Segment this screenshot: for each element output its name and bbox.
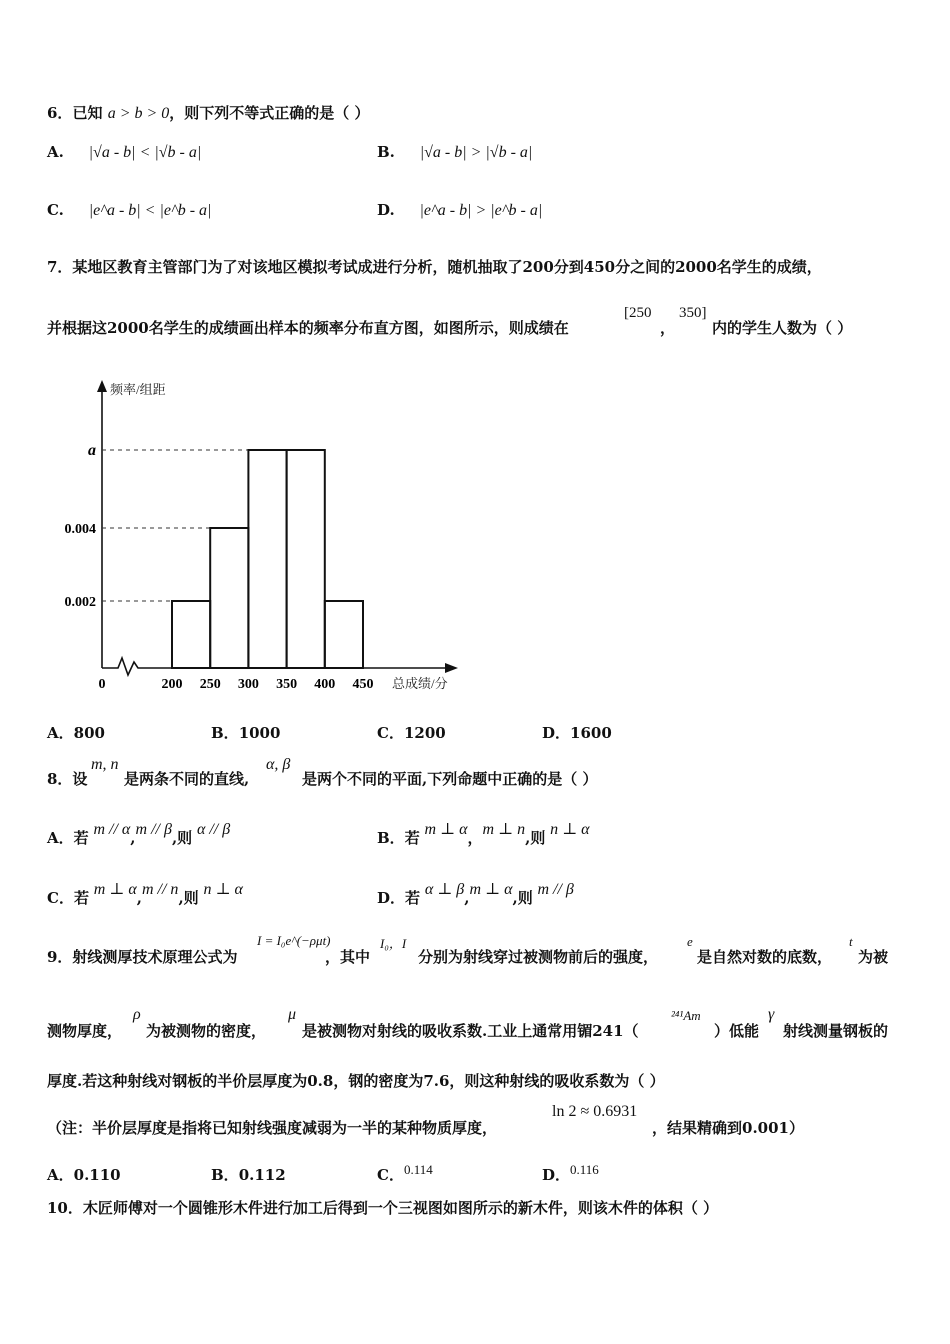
q6-option-d[interactable]: D. |e^a - b| > |e^b - a| (377, 201, 543, 219)
q7-interval-right: 350] (679, 305, 707, 321)
q9-stem-2: ，其中 (325, 948, 371, 966)
q9-option-a[interactable]: A．0.110 (47, 1166, 121, 1184)
x-tick-label-300: 300 (237, 677, 259, 692)
q7-interval-comma: ， (660, 319, 676, 337)
q9-stem-10: 射线测量钢板的 (783, 1022, 889, 1040)
y-axis-label: 频率/组距 (110, 382, 166, 397)
q9-stem-1: 9．射线测厚技术原理公式为 (47, 948, 238, 966)
histogram-bar-2 (248, 450, 286, 668)
x-axis-arrow (445, 663, 458, 673)
x-axis-label: 总成绩/分 (392, 676, 448, 691)
q8-option-c[interactable]: C．若 m ⊥ α,m // n,则 n ⊥ α (47, 881, 243, 907)
q9-option-b[interactable]: B．0.112 (211, 1166, 286, 1184)
q6-option-a-expr: |√a - b| < |√b - a| (88, 144, 202, 161)
q9-rho: ρ (133, 1006, 141, 1023)
q8-mn: m, n (91, 756, 119, 773)
q10-stem: 10．木匠师傅对一个圆锥形木件进行加工后得到一个三视图如图所示的新木件，则该木件的体积（ ） (47, 1199, 719, 1217)
y-tick-label-2: a (88, 442, 96, 459)
q9-t: t (849, 934, 853, 949)
y-tick-label-1: 0.004 (64, 522, 96, 537)
q9-stem-4: 是自然对数的底数， (697, 948, 833, 966)
q9-stem-3: 分别为射线穿过被测物前后的强度， (418, 948, 659, 966)
q9-option-c[interactable]: C．0.114 (377, 1162, 433, 1184)
q8-option-d[interactable]: D．若 α ⊥ β,m ⊥ α,则 m // β (377, 881, 574, 907)
histogram-bar-3 (287, 450, 325, 668)
q8-alpha-beta: α, β (266, 756, 291, 773)
q6-option-a[interactable]: A. |√a - b| < |√b - a| (47, 143, 202, 161)
q7-stem-line2b: 内的学生人数为（ ） (712, 319, 853, 337)
q6-option-b[interactable]: B. |√a - b| > |√b - a| (377, 143, 533, 161)
q7-option-c[interactable]: C．1200 (377, 724, 446, 742)
q9-option-d[interactable]: D．0.116 (542, 1162, 599, 1184)
q9-americium: ²⁴¹Am (671, 1008, 701, 1023)
q9-note-b: ，结果精确到0.001） (652, 1119, 804, 1137)
q9-ln2: ln 2 ≈ 0.6931 (552, 1103, 638, 1120)
q8-stem-b: 是两条不同的直线, (124, 770, 250, 788)
q9-formula: I = I₀e^(−ρμt) (257, 933, 331, 948)
q7-option-b[interactable]: B．1000 (211, 724, 281, 742)
q8-option-b[interactable]: B．若 m ⊥ α，m ⊥ n,则 n ⊥ α (377, 821, 590, 847)
q7-histogram (40, 375, 480, 705)
x-tick-origin: 0 (98, 677, 106, 692)
q9-e: e (687, 934, 693, 949)
q6-option-c-expr: |e^a - b| < |e^b - a| (88, 202, 212, 219)
q7-stem-line1: 7．某地区教育主管部门为了对该地区模拟考试成进行分析，随机抽取了200分到450分之间的2000名学生的成绩， (47, 258, 822, 276)
q6-stem: 6．已知 a > b > 0，则下列不等式正确的是（ ） (47, 104, 370, 122)
q9-note-a: （注：半价层厚度是指将已知射线强度减弱为一半的某种物质厚度， (47, 1119, 498, 1137)
histogram-bar-4 (325, 601, 363, 668)
q9-stem-8: 是被测物对射线的吸收系数.工业上通常用镅241（ (302, 1022, 639, 1040)
q6-option-c[interactable]: C. |e^a - b| < |e^b - a| (47, 201, 212, 219)
q9-gamma: γ (768, 1006, 775, 1023)
histogram-bar-1 (210, 528, 248, 668)
x-tick-label-450: 450 (352, 677, 374, 692)
q6-option-d-expr: |e^a - b| > |e^b - a| (419, 202, 543, 219)
q9-vars: I₀，I (380, 936, 407, 951)
x-axis (102, 658, 450, 675)
q9-stem-11: 厚度.若这种射线对钢板的半价层厚度为0.8，钢的密度为7.6，则这种射线的吸收系数为（ ） (47, 1072, 665, 1090)
q6-option-b-expr: |√a - b| > |√b - a| (419, 144, 533, 161)
x-tick-label-400: 400 (314, 677, 336, 692)
q9-mu: μ (288, 1006, 297, 1023)
q7-option-d[interactable]: D．1600 (542, 724, 612, 742)
q6-condition: a > b > 0 (107, 105, 170, 122)
y-axis-arrow (97, 380, 107, 392)
q7-stem-line2a: 并根据这2000名学生的成绩画出样本的频率分布直方图，如图所示，则成绩在 (47, 319, 569, 337)
q9-stem-9: ）低能 (714, 1022, 760, 1040)
q9-stem-6: 测物厚度， (47, 1022, 123, 1040)
q7-option-a[interactable]: A．800 (47, 724, 105, 742)
q8-stem-c: 是两个不同的平面,下列命题中正确的是（ ） (302, 770, 598, 788)
histogram-bar-0 (172, 601, 210, 668)
q9-stem-7: 为被测物的密度， (146, 1022, 267, 1040)
q9-stem-5: 为被 (858, 948, 889, 966)
q8-option-a[interactable]: A．若 m // α,m // β,则 α // β (47, 821, 231, 847)
x-tick-label-250: 250 (199, 677, 221, 692)
x-tick-label-200: 200 (161, 677, 183, 692)
q8-stem-a: 8．设 (47, 770, 88, 788)
y-tick-label-0: 0.002 (64, 595, 96, 610)
x-tick-label-350: 350 (276, 677, 298, 692)
q7-interval-left: [250 (624, 305, 652, 321)
